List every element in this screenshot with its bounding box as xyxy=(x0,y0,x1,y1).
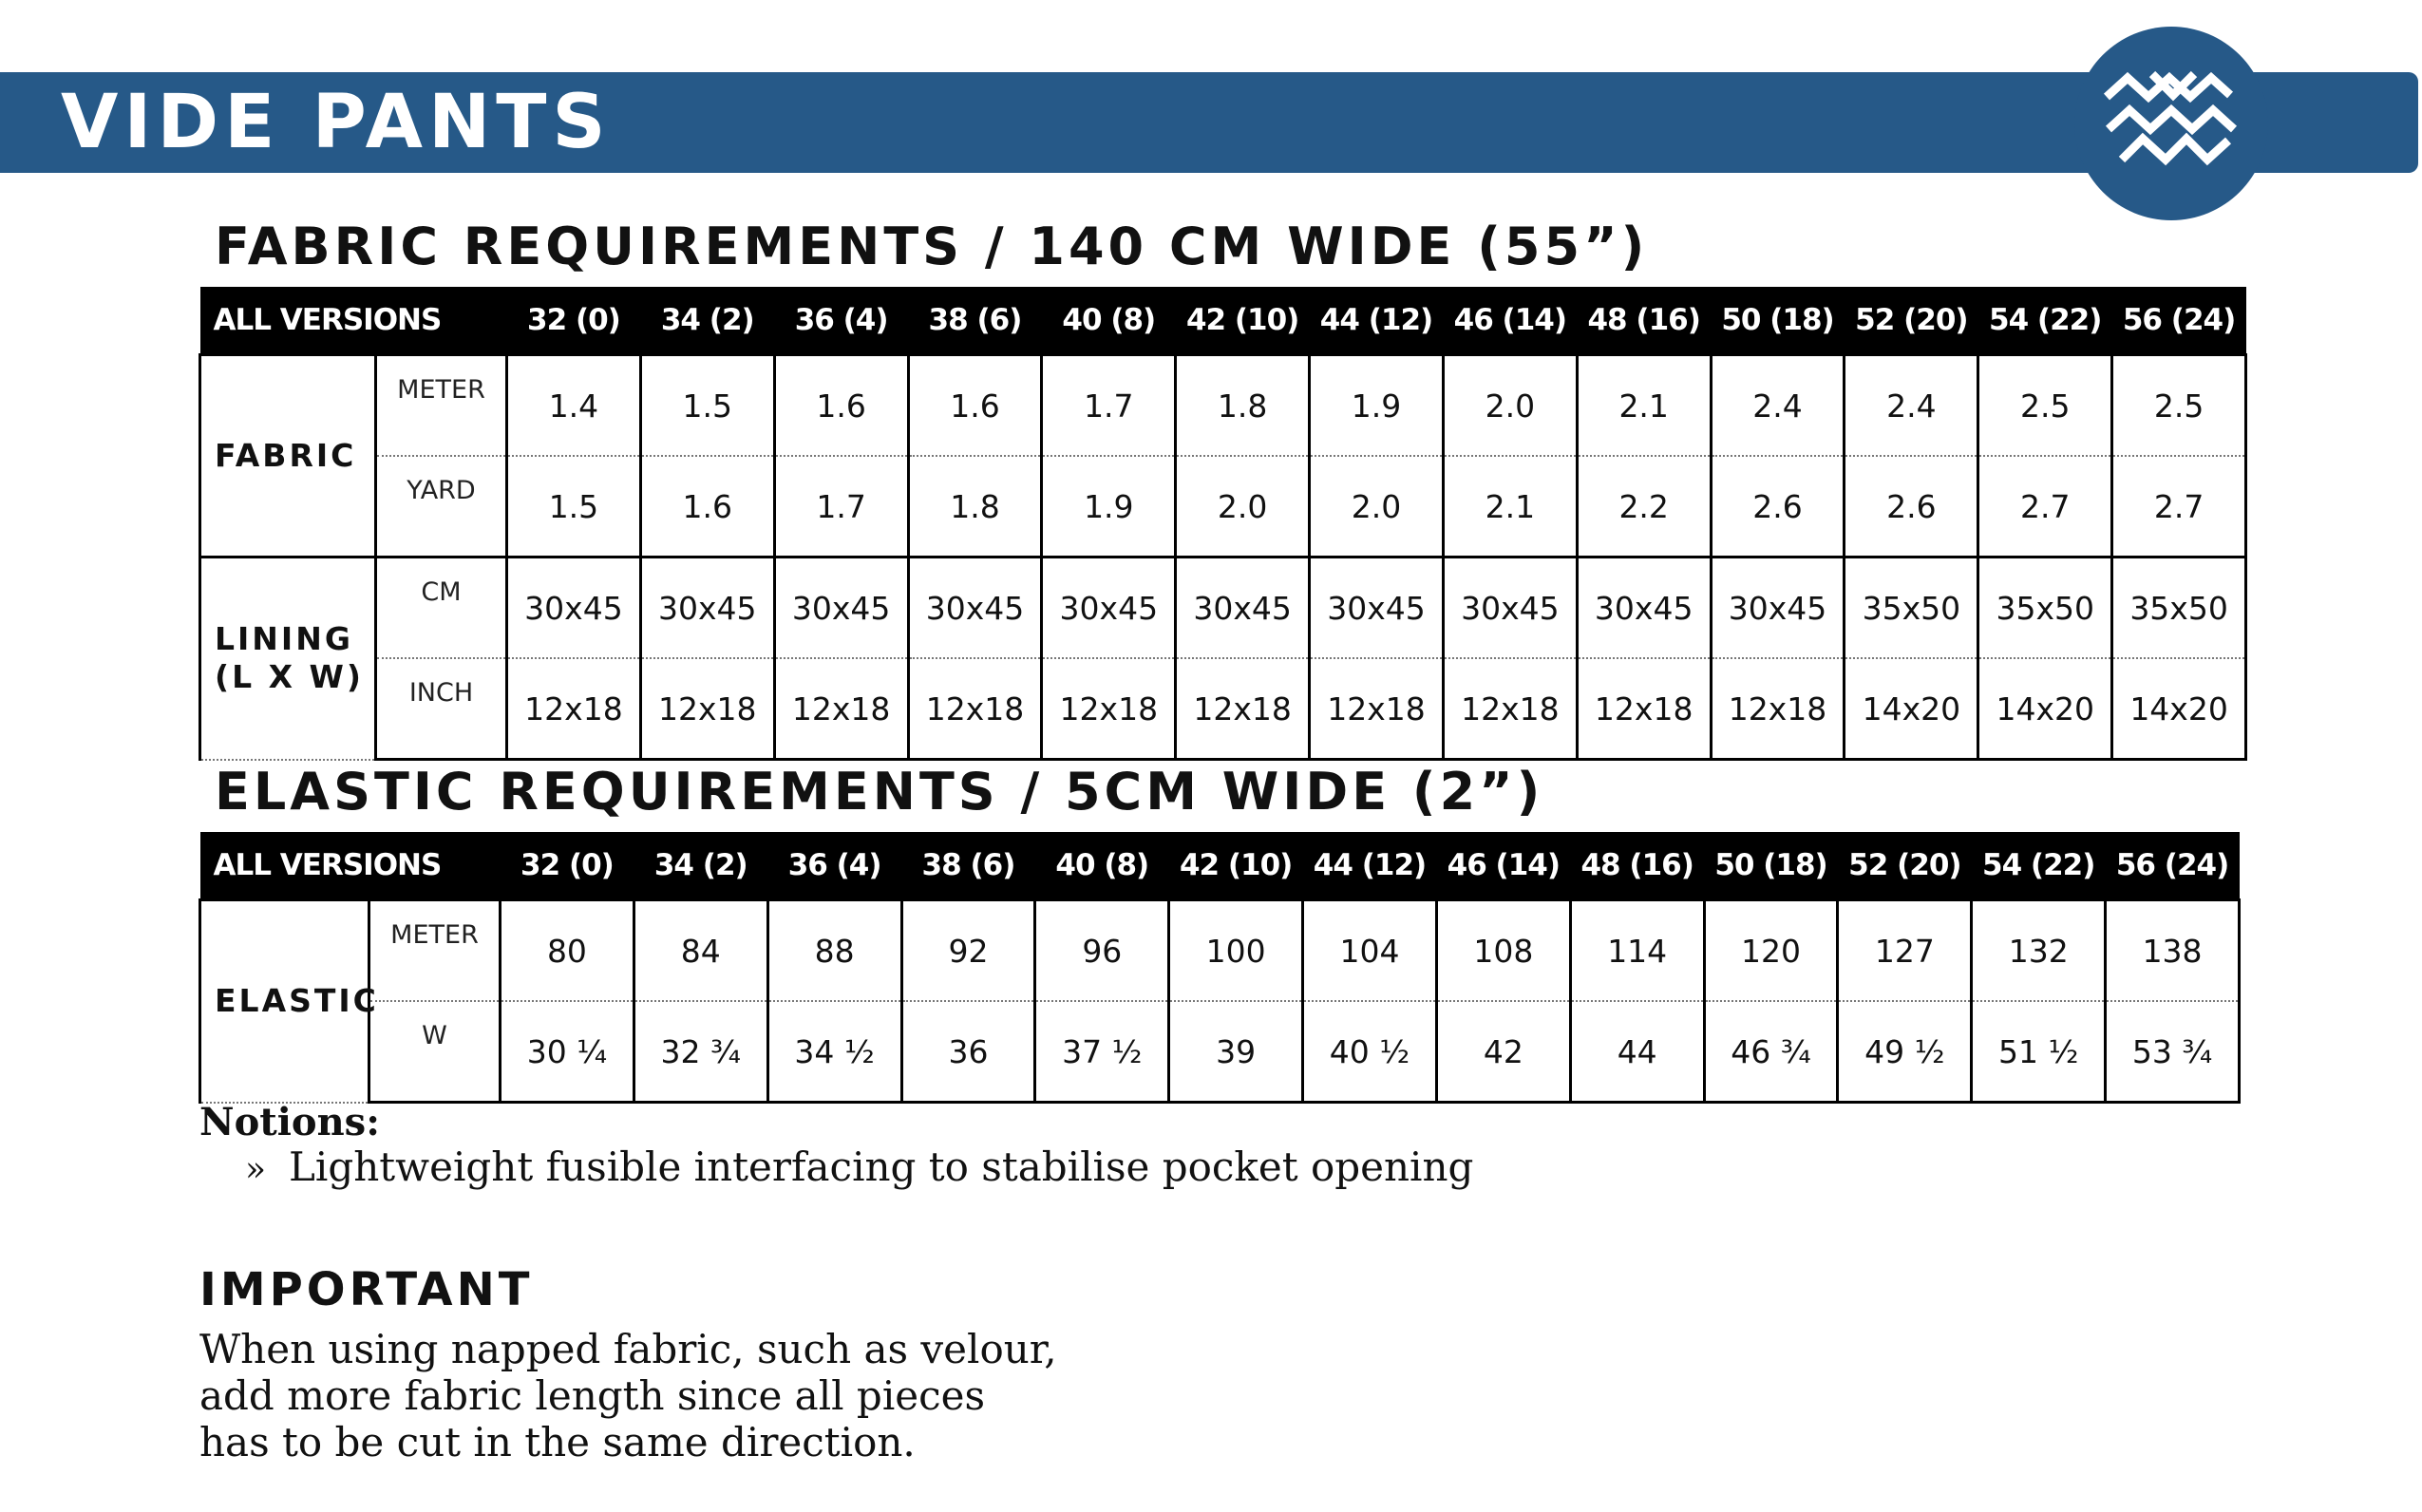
table-row xyxy=(200,456,2246,558)
table-cell: 12x18 xyxy=(1443,658,1577,760)
important-title: IMPORTANT xyxy=(199,1263,534,1316)
table-cell: 2.5 xyxy=(2112,355,2246,457)
table-cell: 1.8 xyxy=(1176,355,1310,457)
table-cell: 34 ½ xyxy=(767,1001,901,1103)
table-cell: 12x18 xyxy=(1711,658,1845,760)
table-cell: 108 xyxy=(1436,900,1570,1002)
all-versions-header: ALL VERSIONS xyxy=(200,287,507,355)
notions-label: Notions: xyxy=(199,1100,380,1144)
elastic-requirements-title: ELASTIC REQUIREMENTS / 5CM WIDE (2”) xyxy=(215,762,1544,822)
table-cell: 30x45 xyxy=(774,558,908,659)
table-cell: 120 xyxy=(1704,900,1838,1002)
table-row xyxy=(200,355,2246,457)
page-title: VIDE PANTS xyxy=(61,80,612,165)
table-cell: 35x50 xyxy=(1845,558,1978,659)
table-cell: 114 xyxy=(1570,900,1704,1002)
table-cell: 30x45 xyxy=(1711,558,1845,659)
table-cell: 30x45 xyxy=(908,558,1042,659)
elastic-requirements-table xyxy=(199,832,2241,1104)
table-cell: 1.9 xyxy=(1042,456,1176,558)
table-row xyxy=(200,1001,2240,1103)
table-cell: 44 xyxy=(1570,1001,1704,1103)
table-cell: 2.6 xyxy=(1711,456,1845,558)
table-cell: 14x20 xyxy=(2112,658,2246,760)
table-cell: 80 xyxy=(501,900,634,1002)
size-header: 52 (20) xyxy=(1845,287,1978,355)
size-header: 48 (16) xyxy=(1577,287,1711,355)
size-header: 48 (16) xyxy=(1570,832,1704,900)
table-cell: 12x18 xyxy=(640,658,774,760)
unit-label: METER xyxy=(369,900,501,1002)
table-cell: 12x18 xyxy=(1176,658,1310,760)
table-cell: 30x45 xyxy=(507,558,641,659)
table-cell: 127 xyxy=(1838,900,1972,1002)
table-cell: 12x18 xyxy=(908,658,1042,760)
table-cell: 1.4 xyxy=(507,355,641,457)
table-cell: 2.7 xyxy=(2112,456,2246,558)
table-cell: 2.4 xyxy=(1845,355,1978,457)
table-cell: 1.7 xyxy=(1042,355,1176,457)
table-cell: 49 ½ xyxy=(1838,1001,1972,1103)
table-cell: 1.6 xyxy=(640,456,774,558)
table-cell: 30x45 xyxy=(1577,558,1711,659)
elastic-group-label: ELASTIC xyxy=(200,900,369,1103)
table-cell: 1.5 xyxy=(640,355,774,457)
size-header: 46 (14) xyxy=(1436,832,1570,900)
size-header: 42 (10) xyxy=(1169,832,1303,900)
size-header: 44 (12) xyxy=(1303,832,1437,900)
table-cell: 12x18 xyxy=(1310,658,1444,760)
size-header: 50 (18) xyxy=(1704,832,1838,900)
size-header: 32 (0) xyxy=(501,832,634,900)
list-item xyxy=(245,1143,1473,1190)
size-header: 56 (24) xyxy=(2106,832,2240,900)
unit-label: YARD xyxy=(376,456,507,558)
size-header: 54 (22) xyxy=(1978,287,2112,355)
unit-label: CM xyxy=(376,558,507,659)
table-cell: 36 xyxy=(901,1001,1035,1103)
size-header: 54 (22) xyxy=(1972,832,2106,900)
table-cell: 14x20 xyxy=(1978,658,2112,760)
table-cell: 2.1 xyxy=(1577,355,1711,457)
table-cell: 88 xyxy=(767,900,901,1002)
table-cell: 92 xyxy=(901,900,1035,1002)
elastic-header-row xyxy=(200,832,2240,900)
important-line: When using napped fabric, such as velour, xyxy=(199,1326,1057,1372)
lining-dimension-label: (L X W) xyxy=(215,658,365,696)
table-cell: 138 xyxy=(2106,900,2240,1002)
table-cell: 2.4 xyxy=(1711,355,1845,457)
unit-label: METER xyxy=(376,355,507,457)
table-cell: 30x45 xyxy=(1443,558,1577,659)
size-header: 38 (6) xyxy=(901,832,1035,900)
notion-text: Lightweight fusible interfacing to stabilise pocket opening xyxy=(289,1143,1474,1190)
bullet-icon: » xyxy=(245,1150,267,1189)
table-cell: 42 xyxy=(1436,1001,1570,1103)
size-header: 34 (2) xyxy=(634,832,767,900)
fabric-group-label: FABRIC xyxy=(200,355,376,558)
table-cell: 2.0 xyxy=(1443,355,1577,457)
size-header: 38 (6) xyxy=(908,287,1042,355)
table-cell: 46 ¾ xyxy=(1704,1001,1838,1103)
table-cell: 2.5 xyxy=(1978,355,2112,457)
table-row xyxy=(200,900,2240,1002)
table-cell: 51 ½ xyxy=(1972,1001,2106,1103)
fabric-requirements-title: FABRIC REQUIREMENTS / 140 CM WIDE (55”) xyxy=(215,217,1649,276)
size-header: 32 (0) xyxy=(507,287,641,355)
table-cell: 35x50 xyxy=(1978,558,2112,659)
table-cell: 2.0 xyxy=(1310,456,1444,558)
table-cell: 35x50 xyxy=(2112,558,2246,659)
table-cell: 53 ¾ xyxy=(2106,1001,2240,1103)
lining-group-label xyxy=(200,558,376,760)
table-cell: 30x45 xyxy=(1176,558,1310,659)
zigzag-mountain-logo-icon xyxy=(2074,27,2268,220)
brand-logo xyxy=(2074,27,2268,220)
table-cell: 40 ½ xyxy=(1303,1001,1437,1103)
table-cell: 1.8 xyxy=(908,456,1042,558)
size-header: 40 (8) xyxy=(1042,287,1176,355)
size-header: 46 (14) xyxy=(1443,287,1577,355)
fabric-requirements-table xyxy=(199,287,2247,761)
table-row xyxy=(200,558,2246,659)
table-cell: 12x18 xyxy=(507,658,641,760)
table-cell: 1.6 xyxy=(774,355,908,457)
size-header: 56 (24) xyxy=(2112,287,2246,355)
table-cell: 2.7 xyxy=(1978,456,2112,558)
table-cell: 12x18 xyxy=(1042,658,1176,760)
table-cell: 1.5 xyxy=(507,456,641,558)
size-header: 34 (2) xyxy=(640,287,774,355)
table-cell: 84 xyxy=(634,900,767,1002)
table-cell: 2.6 xyxy=(1845,456,1978,558)
table-cell: 37 ½ xyxy=(1035,1001,1169,1103)
size-header: 42 (10) xyxy=(1176,287,1310,355)
table-cell: 1.6 xyxy=(908,355,1042,457)
size-header: 44 (12) xyxy=(1310,287,1444,355)
important-text xyxy=(199,1326,1149,1465)
size-header: 52 (20) xyxy=(1838,832,1972,900)
table-cell: 1.9 xyxy=(1310,355,1444,457)
table-cell: 14x20 xyxy=(1845,658,1978,760)
table-cell: 30x45 xyxy=(1042,558,1176,659)
table-cell: 32 ¾ xyxy=(634,1001,767,1103)
important-line: has to be cut in the same direction. xyxy=(199,1419,916,1465)
table-cell: 104 xyxy=(1303,900,1437,1002)
unit-label: INCH xyxy=(376,658,507,760)
table-cell: 30 ¼ xyxy=(501,1001,634,1103)
size-header: 36 (4) xyxy=(774,287,908,355)
size-header: 40 (8) xyxy=(1035,832,1169,900)
table-row xyxy=(200,658,2246,760)
size-header: 50 (18) xyxy=(1711,287,1845,355)
table-cell: 100 xyxy=(1169,900,1303,1002)
table-cell: 2.1 xyxy=(1443,456,1577,558)
table-cell: 12x18 xyxy=(1577,658,1711,760)
table-cell: 30x45 xyxy=(640,558,774,659)
table-cell: 12x18 xyxy=(774,658,908,760)
table-cell: 96 xyxy=(1035,900,1169,1002)
lining-label: LINING xyxy=(215,620,353,658)
fabric-header-row xyxy=(200,287,2246,355)
important-line: add more fabric length since all pieces xyxy=(199,1372,986,1419)
unit-label: W xyxy=(369,1001,501,1103)
table-cell: 132 xyxy=(1972,900,2106,1002)
size-header: 36 (4) xyxy=(767,832,901,900)
table-cell: 39 xyxy=(1169,1001,1303,1103)
table-cell: 1.7 xyxy=(774,456,908,558)
table-cell: 2.2 xyxy=(1577,456,1711,558)
all-versions-header: ALL VERSIONS xyxy=(200,832,501,900)
table-cell: 2.0 xyxy=(1176,456,1310,558)
table-cell: 30x45 xyxy=(1310,558,1444,659)
